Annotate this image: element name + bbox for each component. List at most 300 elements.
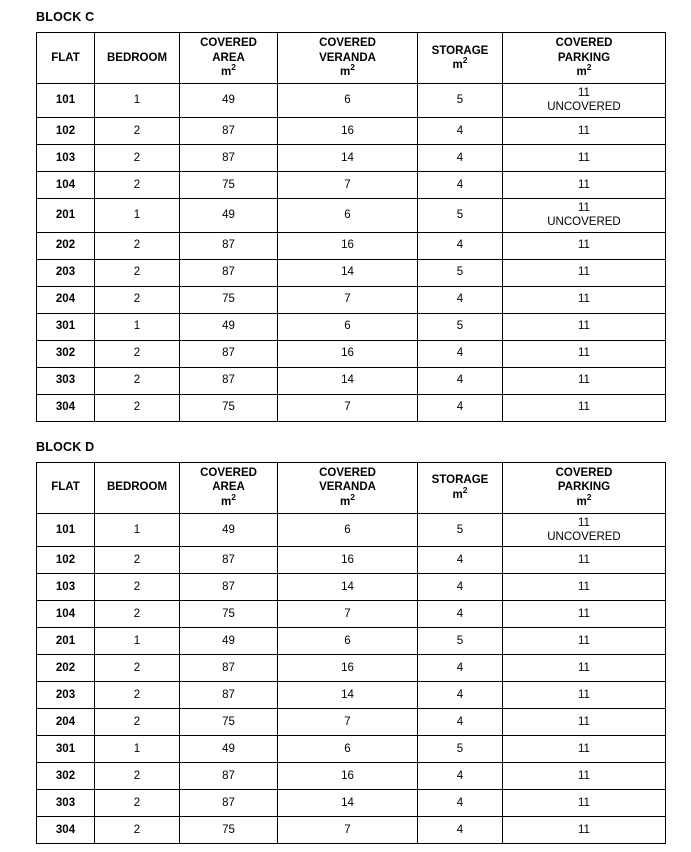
column-header-line1: COVERED (200, 37, 257, 50)
cell-covered_area (180, 547, 278, 574)
cell-covered_area (180, 817, 278, 844)
cell-covered_veranda (278, 232, 418, 259)
cell-covered_parking (503, 198, 666, 232)
column-header-covered_veranda (278, 462, 418, 513)
column-header-covered_area (180, 462, 278, 513)
cell-covered_parking (503, 84, 666, 118)
cell-value: 49 (222, 208, 235, 221)
cell-value: 2 (133, 797, 141, 810)
cell-storage (418, 601, 503, 628)
cell-value: 75 (222, 178, 235, 191)
cell-value: 4 (456, 770, 464, 783)
cell-covered_veranda (278, 547, 418, 574)
cell-flat (37, 394, 95, 421)
cell-value: 301 (55, 320, 76, 333)
cell-value: 87 (222, 554, 235, 567)
cell-value: 87 (222, 581, 235, 594)
cell-covered_parking (503, 709, 666, 736)
cell-value: 6 (344, 320, 351, 333)
cell-value: 1 (133, 320, 141, 333)
cell-value: 5 (456, 635, 464, 648)
cell-storage (418, 655, 503, 682)
cell-covered_veranda (278, 709, 418, 736)
cell-covered_area (180, 655, 278, 682)
table-row (37, 367, 666, 394)
column-header-unit: $m^2$ (340, 62, 355, 79)
cell-covered_veranda (278, 763, 418, 790)
cell-covered_veranda (278, 340, 418, 367)
cell-storage (418, 171, 503, 198)
cell-storage (418, 286, 503, 313)
column-header-bedroom (95, 462, 180, 513)
cell-value: 11 (578, 151, 590, 164)
cell-value: 1 (133, 635, 141, 648)
cell-covered_veranda (278, 736, 418, 763)
cell-covered_area (180, 198, 278, 232)
table-row (37, 198, 666, 232)
cell-value: 49 (222, 743, 235, 756)
cell-value: 49 (222, 523, 235, 536)
cell-covered_parking (503, 232, 666, 259)
cell-bedroom (95, 259, 180, 286)
cell-flat (37, 117, 95, 144)
cell-flat (37, 628, 95, 655)
cell-value: 201 (55, 635, 76, 648)
cell-bedroom (95, 367, 180, 394)
cell-flat (37, 198, 95, 232)
cell-covered_area (180, 259, 278, 286)
cell-value: 202 (55, 662, 76, 675)
block-title: BLOCK D (36, 439, 95, 454)
cell-covered_veranda (278, 171, 418, 198)
column-header-unit: $m^2$ (340, 491, 355, 508)
cell-value: 4 (456, 581, 464, 594)
cell-storage (418, 628, 503, 655)
cell-value: 6 (344, 523, 351, 536)
cell-flat (37, 574, 95, 601)
cell-covered_parking (503, 628, 666, 655)
cell-value: 11 (578, 554, 590, 567)
cell-covered_parking (503, 790, 666, 817)
cell-value: 4 (456, 124, 464, 137)
cell-value: 1 (133, 523, 141, 536)
cell-value: 11 (578, 662, 590, 675)
cell-flat (37, 232, 95, 259)
cell-value: 14 (341, 797, 354, 810)
cell-value: 4 (456, 662, 464, 675)
column-header-line1: COVERED (555, 466, 613, 479)
cell-value: 87 (222, 151, 235, 164)
cell-bedroom (95, 513, 180, 547)
cell-value: 75 (222, 293, 235, 306)
cell-flat (37, 601, 95, 628)
cell-covered_veranda (278, 513, 418, 547)
cell-value: 87 (222, 797, 235, 810)
cell-value: 6 (344, 94, 351, 107)
table-header-row (37, 33, 666, 84)
cell-covered_parking (503, 367, 666, 394)
cell-covered_parking (503, 547, 666, 574)
cell-bedroom (95, 144, 180, 171)
cell-covered_area (180, 682, 278, 709)
table-row (37, 817, 666, 844)
cell-value: 203 (55, 689, 76, 702)
cell-value: 16 (341, 239, 354, 252)
cell-value: 4 (456, 239, 464, 252)
table-row (37, 682, 666, 709)
cell-flat (37, 682, 95, 709)
cell-value: 11 (578, 124, 590, 137)
cell-parking-note: UNCOVERED (547, 101, 621, 114)
cell-value: 14 (341, 151, 354, 164)
cell-value: 49 (222, 320, 235, 333)
cell-value: 2 (133, 689, 141, 702)
cell-value: 7 (344, 178, 351, 191)
cell-covered_area (180, 601, 278, 628)
column-header-covered_area (180, 33, 278, 84)
cell-covered_area (180, 790, 278, 817)
cell-value: 4 (456, 151, 464, 164)
cell-value: 4 (456, 716, 464, 729)
cell-value: 5 (456, 523, 464, 536)
cell-value: 202 (55, 239, 76, 252)
cell-covered_area (180, 394, 278, 421)
cell-value: 5 (456, 320, 464, 333)
cell-storage (418, 340, 503, 367)
cell-covered_veranda (278, 601, 418, 628)
cell-storage (418, 736, 503, 763)
table-row (37, 144, 666, 171)
cell-covered_veranda (278, 286, 418, 313)
cell-storage (418, 144, 503, 171)
cell-value: 304 (55, 824, 76, 837)
blocks-container (36, 10, 667, 844)
cell-value: 2 (133, 293, 141, 306)
cell-flat (37, 709, 95, 736)
cell-flat (37, 144, 95, 171)
table-row (37, 259, 666, 286)
cell-flat (37, 736, 95, 763)
cell-covered_parking (503, 574, 666, 601)
cell-bedroom (95, 709, 180, 736)
cell-value: 302 (55, 347, 76, 360)
cell-value: 87 (222, 374, 235, 387)
cell-covered_veranda (278, 628, 418, 655)
cell-value: 16 (341, 347, 354, 360)
cell-covered_area (180, 340, 278, 367)
cell-bedroom (95, 763, 180, 790)
cell-value: 4 (456, 689, 464, 702)
cell-storage (418, 574, 503, 601)
table-row (37, 313, 666, 340)
cell-storage (418, 817, 503, 844)
cell-value: 11 (578, 689, 590, 702)
cell-storage (418, 513, 503, 547)
cell-storage (418, 198, 503, 232)
cell-value: 11 (578, 770, 590, 783)
flat-schedule-table (36, 32, 666, 422)
cell-value: 87 (222, 124, 235, 137)
column-header-line1: BEDROOM (106, 51, 168, 64)
cell-bedroom (95, 628, 180, 655)
table-row (37, 286, 666, 313)
cell-covered_parking (503, 513, 666, 547)
table-row (37, 763, 666, 790)
cell-flat (37, 259, 95, 286)
table-row (37, 790, 666, 817)
cell-covered_parking (503, 286, 666, 313)
cell-storage (418, 367, 503, 394)
cell-covered_parking (503, 313, 666, 340)
cell-covered_parking (503, 763, 666, 790)
cell-covered_area (180, 171, 278, 198)
cell-value: 1 (133, 208, 141, 221)
table-row (37, 628, 666, 655)
cell-value: 11 (578, 608, 590, 621)
cell-flat (37, 817, 95, 844)
cell-value: 303 (55, 374, 76, 387)
cell-covered_area (180, 144, 278, 171)
cell-storage (418, 84, 503, 118)
cell-value: 11 (578, 824, 590, 837)
cell-value: 2 (133, 662, 141, 675)
cell-value: 1 (133, 743, 141, 756)
cell-value: 2 (133, 239, 141, 252)
cell-bedroom (95, 313, 180, 340)
cell-covered_area (180, 513, 278, 547)
cell-bedroom (95, 171, 180, 198)
cell-value: 2 (133, 347, 141, 360)
cell-value: 201 (55, 208, 76, 221)
cell-covered_parking (503, 817, 666, 844)
cell-covered_veranda (278, 117, 418, 144)
column-header-line1: STORAGE (431, 44, 489, 57)
cell-flat (37, 547, 95, 574)
cell-value: 11 (578, 201, 590, 214)
cell-covered_parking (503, 117, 666, 144)
cell-value: 16 (341, 554, 354, 567)
cell-value: 11 (578, 635, 590, 648)
cell-bedroom (95, 394, 180, 421)
column-header-bedroom (95, 33, 180, 84)
table-row (37, 547, 666, 574)
cell-storage (418, 394, 503, 421)
cell-value: 2 (133, 124, 141, 137)
column-header-line2: PARKING (557, 481, 611, 494)
cell-flat (37, 286, 95, 313)
cell-value: 102 (55, 124, 76, 137)
cell-bedroom (95, 286, 180, 313)
cell-storage (418, 259, 503, 286)
cell-value: 204 (55, 293, 76, 306)
cell-value: 75 (222, 824, 235, 837)
cell-covered_area (180, 286, 278, 313)
cell-value: 2 (133, 716, 141, 729)
cell-bedroom (95, 574, 180, 601)
cell-bedroom (95, 340, 180, 367)
cell-value: 101 (55, 523, 76, 536)
table-header-row (37, 462, 666, 513)
cell-value: 16 (341, 124, 354, 137)
cell-value: 16 (341, 662, 354, 675)
cell-covered_parking (503, 682, 666, 709)
cell-covered_veranda (278, 84, 418, 118)
cell-covered_veranda (278, 259, 418, 286)
cell-value: 101 (55, 94, 76, 107)
cell-flat (37, 655, 95, 682)
cell-value: 7 (344, 401, 351, 414)
cell-storage (418, 682, 503, 709)
cell-value: 11 (578, 374, 590, 387)
column-header-line2: AREA (212, 51, 245, 64)
column-header-storage (418, 462, 503, 513)
cell-covered_veranda (278, 198, 418, 232)
cell-value: 2 (133, 770, 141, 783)
column-header-storage (418, 33, 503, 84)
cell-value: 14 (341, 266, 354, 279)
column-header-line1: COVERED (319, 466, 376, 479)
column-header-line1: COVERED (555, 37, 613, 50)
column-header-unit: $m^2$ (576, 491, 592, 508)
column-header-line2: AREA (212, 481, 245, 494)
cell-covered_area (180, 709, 278, 736)
cell-covered_parking (503, 655, 666, 682)
cell-bedroom (95, 655, 180, 682)
cell-bedroom (95, 198, 180, 232)
cell-value: 6 (344, 743, 351, 756)
cell-value: 4 (456, 554, 464, 567)
cell-value: 4 (456, 608, 464, 621)
column-header-line2: VERANDA (319, 51, 376, 64)
cell-covered_veranda (278, 817, 418, 844)
cell-bedroom (95, 790, 180, 817)
column-header-line1: FLAT (51, 51, 80, 64)
cell-storage (418, 763, 503, 790)
cell-flat (37, 513, 95, 547)
cell-flat (37, 313, 95, 340)
cell-value: 5 (456, 94, 464, 107)
cell-bedroom (95, 117, 180, 144)
cell-value: 7 (344, 293, 351, 306)
cell-covered_parking (503, 144, 666, 171)
cell-value: 11 (578, 178, 590, 191)
column-header-unit: $m^2$ (452, 55, 468, 71)
cell-value: 7 (344, 824, 351, 837)
cell-value: 2 (133, 374, 141, 387)
cell-value: 102 (55, 554, 76, 567)
column-header-line2: VERANDA (319, 481, 376, 494)
cell-value: 4 (456, 374, 464, 387)
column-header-line1: BEDROOM (106, 481, 168, 494)
table-row (37, 513, 666, 547)
column-header-line1: COVERED (319, 37, 376, 50)
cell-covered_veranda (278, 394, 418, 421)
cell-value: 14 (341, 689, 354, 702)
cell-value: 204 (55, 716, 76, 729)
cell-value: 11 (578, 347, 590, 360)
cell-value: 2 (133, 824, 141, 837)
cell-value: 11 (578, 239, 590, 252)
cell-value: 11 (578, 581, 590, 594)
cell-value: 87 (222, 770, 235, 783)
flat-schedule-table (36, 462, 666, 845)
cell-covered_area (180, 628, 278, 655)
cell-value: 304 (55, 401, 76, 414)
cell-covered_veranda (278, 144, 418, 171)
table-row (37, 117, 666, 144)
cell-bedroom (95, 232, 180, 259)
cell-covered_parking (503, 259, 666, 286)
cell-storage (418, 547, 503, 574)
cell-parking-note: UNCOVERED (547, 530, 621, 543)
cell-value: 104 (55, 608, 76, 621)
cell-bedroom (95, 547, 180, 574)
cell-flat (37, 340, 95, 367)
column-header-line2: PARKING (557, 51, 611, 64)
cell-value: 5 (456, 208, 464, 221)
column-header-covered_parking (503, 33, 666, 84)
cell-value: 4 (456, 797, 464, 810)
table-row (37, 340, 666, 367)
cell-covered_veranda (278, 367, 418, 394)
column-header-unit: $m^2$ (221, 491, 236, 508)
cell-value: 14 (341, 374, 354, 387)
cell-value: 4 (456, 824, 464, 837)
block-title: BLOCK C (36, 10, 95, 24)
cell-value: 103 (55, 581, 76, 594)
table-row (37, 709, 666, 736)
cell-flat (37, 790, 95, 817)
cell-value: 103 (55, 151, 76, 164)
cell-storage (418, 313, 503, 340)
cell-covered_veranda (278, 790, 418, 817)
table-row (37, 394, 666, 421)
cell-value: 301 (55, 743, 76, 756)
table-row (37, 601, 666, 628)
column-header-flat (37, 33, 95, 84)
table-row (37, 655, 666, 682)
cell-covered_parking (503, 601, 666, 628)
cell-value: 75 (222, 608, 235, 621)
cell-value: 11 (578, 87, 590, 99)
table-row (37, 232, 666, 259)
cell-value: 11 (578, 743, 590, 756)
column-header-line1: STORAGE (431, 474, 489, 487)
cell-storage (418, 232, 503, 259)
cell-value: 104 (55, 178, 76, 191)
cell-bedroom (95, 817, 180, 844)
cell-value: 6 (344, 208, 351, 221)
block-section (36, 440, 667, 845)
column-header-flat (37, 462, 95, 513)
column-header-line1: FLAT (51, 481, 80, 494)
cell-value: 11 (578, 797, 590, 810)
cell-value: 2 (133, 608, 141, 621)
column-header-covered_parking (503, 462, 666, 513)
table-row (37, 574, 666, 601)
cell-parking-note: UNCOVERED (547, 216, 621, 229)
cell-flat (37, 84, 95, 118)
cell-value: 1 (133, 94, 141, 107)
cell-covered_parking (503, 340, 666, 367)
cell-covered_area (180, 367, 278, 394)
cell-value: 5 (456, 743, 464, 756)
cell-value: 303 (55, 797, 76, 810)
cell-value: 14 (341, 581, 354, 594)
cell-value: 4 (456, 401, 464, 414)
cell-value: 203 (55, 266, 76, 279)
cell-value: 2 (133, 178, 141, 191)
